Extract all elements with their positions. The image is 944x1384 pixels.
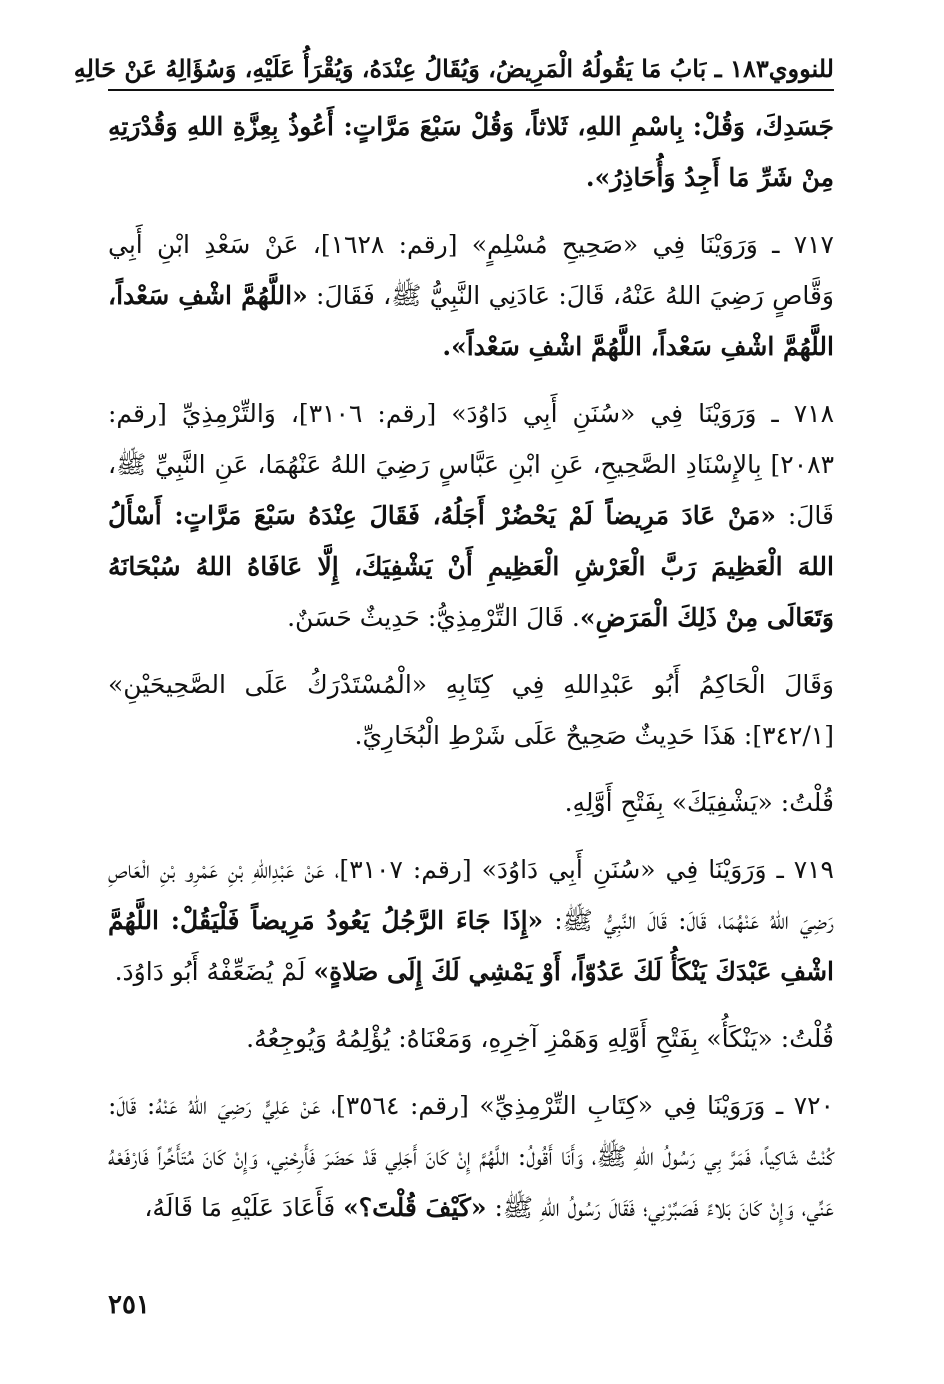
paragraph-text: قُلْتُ: «يَشْفِيَكَ» بِفَتْحِ أَوَّلِهِ. bbox=[564, 788, 834, 817]
hadith-isnad: ٧١٩ ـ وَرَوَيْنَا فِي «سُنَنِ أَبِي دَاوُدَ» [رقم: ٣١٠٧]، عَنْ عَبْدِاللهِ بْنِ عَمْرِو بْنِ الْعَاصِ رَضِيَ اللهُ عَنْهُمَا، قَالَ: قَالَ النَّبِيُّ ﷺ: bbox=[108, 855, 834, 935]
hadith-matn: «اللَّهُمَّ اشْفِ سَعْداً، اللَّهُمَّ اشْفِ سَعْداً، اللَّهُمَّ اشْفِ سَعْداً». bbox=[108, 281, 834, 361]
hadith-isnad: ٧٢٠ ـ وَرَوَيْنَا فِي «كِتَابِ التِّرْمِذِيِّ» [رقم: ٣٥٦٤]، عَنْ عَلِيٍّ رَضِيَ اللهُ عَنْهُ: قَالَ: كُنْتُ شَاكِياً، فَمَرَّ بِي رَسُولُ اللهِ ﷺ، وَأَنَا أَقُولُ: اللَّهُمَّ إِنْ كَانَ أَجَلِي قَدْ حَضَرَ فَأَرِحْنِي، وَإِنْ كَانَ مُتَأَخِّراً فَارْفَعْهُ عَنِّي، وَإِنْ كَانَ بَلاءً فَصَبِّرْنِي؛ فَقَالَ رَسُولُ اللهِ ﷺ: bbox=[108, 1091, 834, 1222]
hadith-718 bbox=[108, 388, 834, 643]
hadith-matn: «إِذَا جَاءَ الرَّجُلُ يَعُودُ مَرِيضاً فَلْيَقُلْ: اللَّهُمَّ اشْفِ عَبْدَكَ يَنْكَأُ لَكَ عَدُوّاً، أَوْ يَمْشِي لَكَ إِلَى صَلاةٍ» bbox=[108, 906, 834, 986]
hadith-comment: فَأَعَادَ عَلَيْهِ مَا قَالَهُ، bbox=[144, 1193, 344, 1222]
hadith-comment: . قَالَ التِّرْمِذِيُّ: حَدِيثٌ حَسَنٌ. bbox=[287, 603, 580, 632]
author-note-yanka bbox=[108, 1013, 834, 1064]
paragraph-text: قُلْتُ: «يَنْكَأُ» بِفَتْحِ أَوَّلِهِ وَهَمْزِ آخِرِهِ، وَمَعْنَاهُ: يُؤْلِمُهُ وَيُوجِعُهُ. bbox=[246, 1024, 834, 1053]
author-note-yashfik bbox=[108, 777, 834, 828]
page-body bbox=[108, 101, 834, 1233]
hadith-isnad: ٧١٧ ـ وَرَوَيْنَا فِي «صَحِيحِ مُسْلِمٍ» [رقم: ١٦٢٨]، عَنْ سَعْدِ ابْنِ أَبِي وَقَّاصٍ رَضِيَ اللهُ عَنْهُ، قَالَ: عَادَنِي النَّبِيُّ ﷺ، فَقَالَ: bbox=[108, 230, 834, 310]
hadith-matn: «مَنْ عَادَ مَرِيضاً لَمْ يَحْضُرْ أَجَلُهُ، فَقَالَ عِنْدَهُ سَبْعَ مَرَّاتٍ: أَسْأَلُ اللهَ الْعَظِيمَ رَبَّ الْعَرْشِ الْعَظِيمِ أَنْ يَشْفِيَكَ، إِلَّا عَافَاهُ اللهُ سُبْحَانَهُ وَتَعَالَى مِنْ ذَلِكَ الْمَرَضِ» bbox=[108, 501, 834, 632]
hadith-isnad: ٧١٨ ـ وَرَوَيْنَا فِي «سُنَنِ أَبِي دَاوُدَ» [رقم: ٣١٠٦]، وَالتِّرْمِذِيِّ [رقم: ٢٠٨٣] بِالإِسْنَادِ الصَّحِيحِ، عَنِ ابْنِ عَبَّاسٍ رَضِيَ اللهُ عَنْهُمَا، عَنِ النَّبِيِّ ﷺ، قَالَ: bbox=[108, 399, 835, 530]
header-chapter-title: ١٨٣ ـ بَابُ مَا يَقُولُهُ الْمَرِيضُ، وَيُقَالُ عِنْدَهُ، وَيُقْرَأُ عَلَيْهِ، وَسُؤَالِهُ عَنْ حَالِهِ bbox=[73, 54, 769, 83]
page-number: ٢٥١ bbox=[108, 1290, 150, 1320]
paragraph-continuation bbox=[108, 101, 834, 203]
hadith-comment: لَمْ يُضَعِّفْهُ أَبُو دَاوُدَ. bbox=[114, 957, 314, 986]
hadith-matn: «كَيْفَ قُلْتَ؟» bbox=[343, 1193, 487, 1222]
hakim-comment bbox=[108, 659, 834, 761]
hadith-720 bbox=[108, 1080, 834, 1233]
book-page bbox=[73, 54, 835, 1233]
hadith-719 bbox=[108, 844, 834, 997]
hadith-717 bbox=[108, 219, 834, 372]
running-header bbox=[73, 54, 834, 91]
header-author: للنووي bbox=[768, 54, 834, 83]
paragraph-text: جَسَدِكَ، وَقُلْ: بِاسْمِ اللهِ، ثَلاثاً، وَقُلْ سَبْعَ مَرَّاتٍ: أَعُوذُ بِعِزَّةِ اللهِ وَقُدْرَتِهِ مِنْ شَرِّ مَا أَجِدُ وَأُحَاذِرُ». bbox=[108, 112, 834, 192]
paragraph-text: وَقَالَ الْحَاكِمُ أَبُو عَبْدِاللهِ فِي كِتَابِهِ «الْمُسْتَدْرَكُ عَلَى الصَّحِيحَيْنِ» [٣٤٢/١]: هَذَا حَدِيثٌ صَحِيحٌ عَلَى شَرْطِ الْبُخَارِيِّ. bbox=[108, 670, 834, 750]
